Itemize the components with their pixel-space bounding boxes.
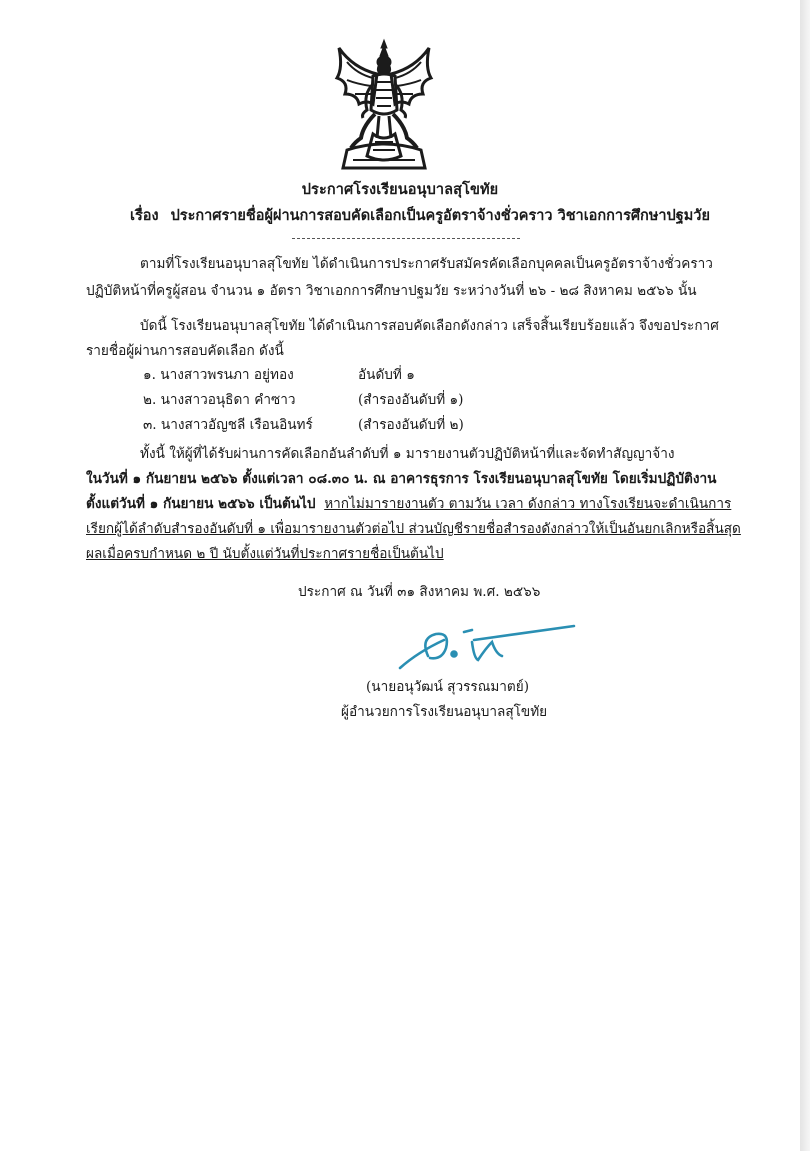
paragraph-3-line-5: ผลเมื่อครบกำหนด ๒ ปี นับตั้งแต่วันที่ประกาศรายชื่อเป็นต้นไป [86, 546, 444, 562]
announcement-title: ประกาศโรงเรียนอนุบาลสุโขทัย [301, 181, 499, 198]
announce-date: ประกาศ ณ วันที่ ๓๑ สิงหาคม พ.ศ. ๒๕๖๖ [298, 584, 541, 600]
paragraph-3-line-1: ทั้งนี้ ให้ผู้ที่ได้รับผ่านการคัดเลือกอันลำดับที่ ๑ มารายงานตัวปฏิบัติหน้าที่และจัดทำสัญญาจ้าง [140, 446, 675, 462]
start-date-text: ตั้งแต่วันที่ ๑ กันยายน ๒๕๖๖ เป็นต้นไป [86, 496, 316, 512]
paragraph-2-line-1: บัดนี้ โรงเรียนอนุบาลสุโขทัย ได้ดำเนินการสอบคัดเลือกดังกล่าว เสร็จสิ้นเรียบร้อยแล้ว จึงขอประกาศ [140, 318, 719, 334]
candidate-1-rank: อันดับที่ ๑ [358, 367, 415, 383]
paragraph-3-line-2: ในวันที่ ๑ กันยายน ๒๕๖๖ ตั้งแต่เวลา ๐๘.๓๐ น. ณ อาคารธุรการ โรงเรียนอนุบาลสุโขทัย โดยเริ่มปฏิบัติงาน [86, 471, 717, 487]
paragraph-2-line-2: รายชื่อผู้ผ่านการสอบคัดเลือก ดังนี้ [86, 343, 284, 359]
signer-title: ผู้อำนวยการโรงเรียนอนุบาลสุโขทัย [341, 704, 548, 720]
warning-text: หากไม่มารายงานตัว ตามวัน เวลา ดังกล่าว ทางโรงเรียนจะดำเนินการ [324, 496, 732, 512]
paragraph-3-line-4: เรียกผู้ได้ลำดับสำรองอันดับที่ ๑ เพื่อมารายงานตัวต่อไป ส่วนบัญชีรายชื่อสำรองดังกล่าวให้เป็นอันยกเลิกหรือสิ้นสุด [86, 521, 741, 537]
subject-text: ประกาศรายชื่อผู้ผ่านการสอบคัดเลือกเป็นครูอัตราจ้างชั่วคราว วิชาเอกการศึกษาปฐมวัย [170, 207, 710, 224]
candidate-1-name: ๑. นางสาวพรนภา อยู่ทอง [143, 367, 294, 383]
candidate-2-rank: (สำรองอันดับที่ ๑) [358, 392, 464, 408]
candidate-2-name: ๒. นางสาวอนุธิดา คำซาว [143, 392, 296, 408]
paragraph-3-line-3 [86, 495, 731, 513]
announcement-subject [100, 204, 740, 227]
subject-label: เรื่อง [130, 207, 159, 224]
signature [398, 618, 578, 676]
candidate-3-name: ๓. นางสาวอัญชลี เรือนอินทร์ [143, 417, 313, 433]
paragraph-1-line-1: ตามที่โรงเรียนอนุบาลสุโขทัย ได้ดำเนินการประกาศรับสมัครคัดเลือกบุคคลเป็นครูอัตราจ้างชั่วคราว [140, 256, 713, 272]
title-divider [292, 238, 520, 239]
signer-name: (นายอนุวัฒน์ สุวรรณมาตย์) [366, 679, 530, 695]
candidate-3-rank: (สำรองอันดับที่ ๒) [358, 417, 464, 433]
page-edge [800, 0, 810, 1151]
paragraph-1-line-2: ปฏิบัติหน้าที่ครูผู้สอน จำนวน ๑ อัตรา วิชาเอกการศึกษาปฐมวัย ระหว่างวันที่ ๒๖ - ๒๘ สิงหาคม ๒๕๖๖ นั้น [86, 283, 697, 299]
garuda-emblem [333, 38, 435, 172]
